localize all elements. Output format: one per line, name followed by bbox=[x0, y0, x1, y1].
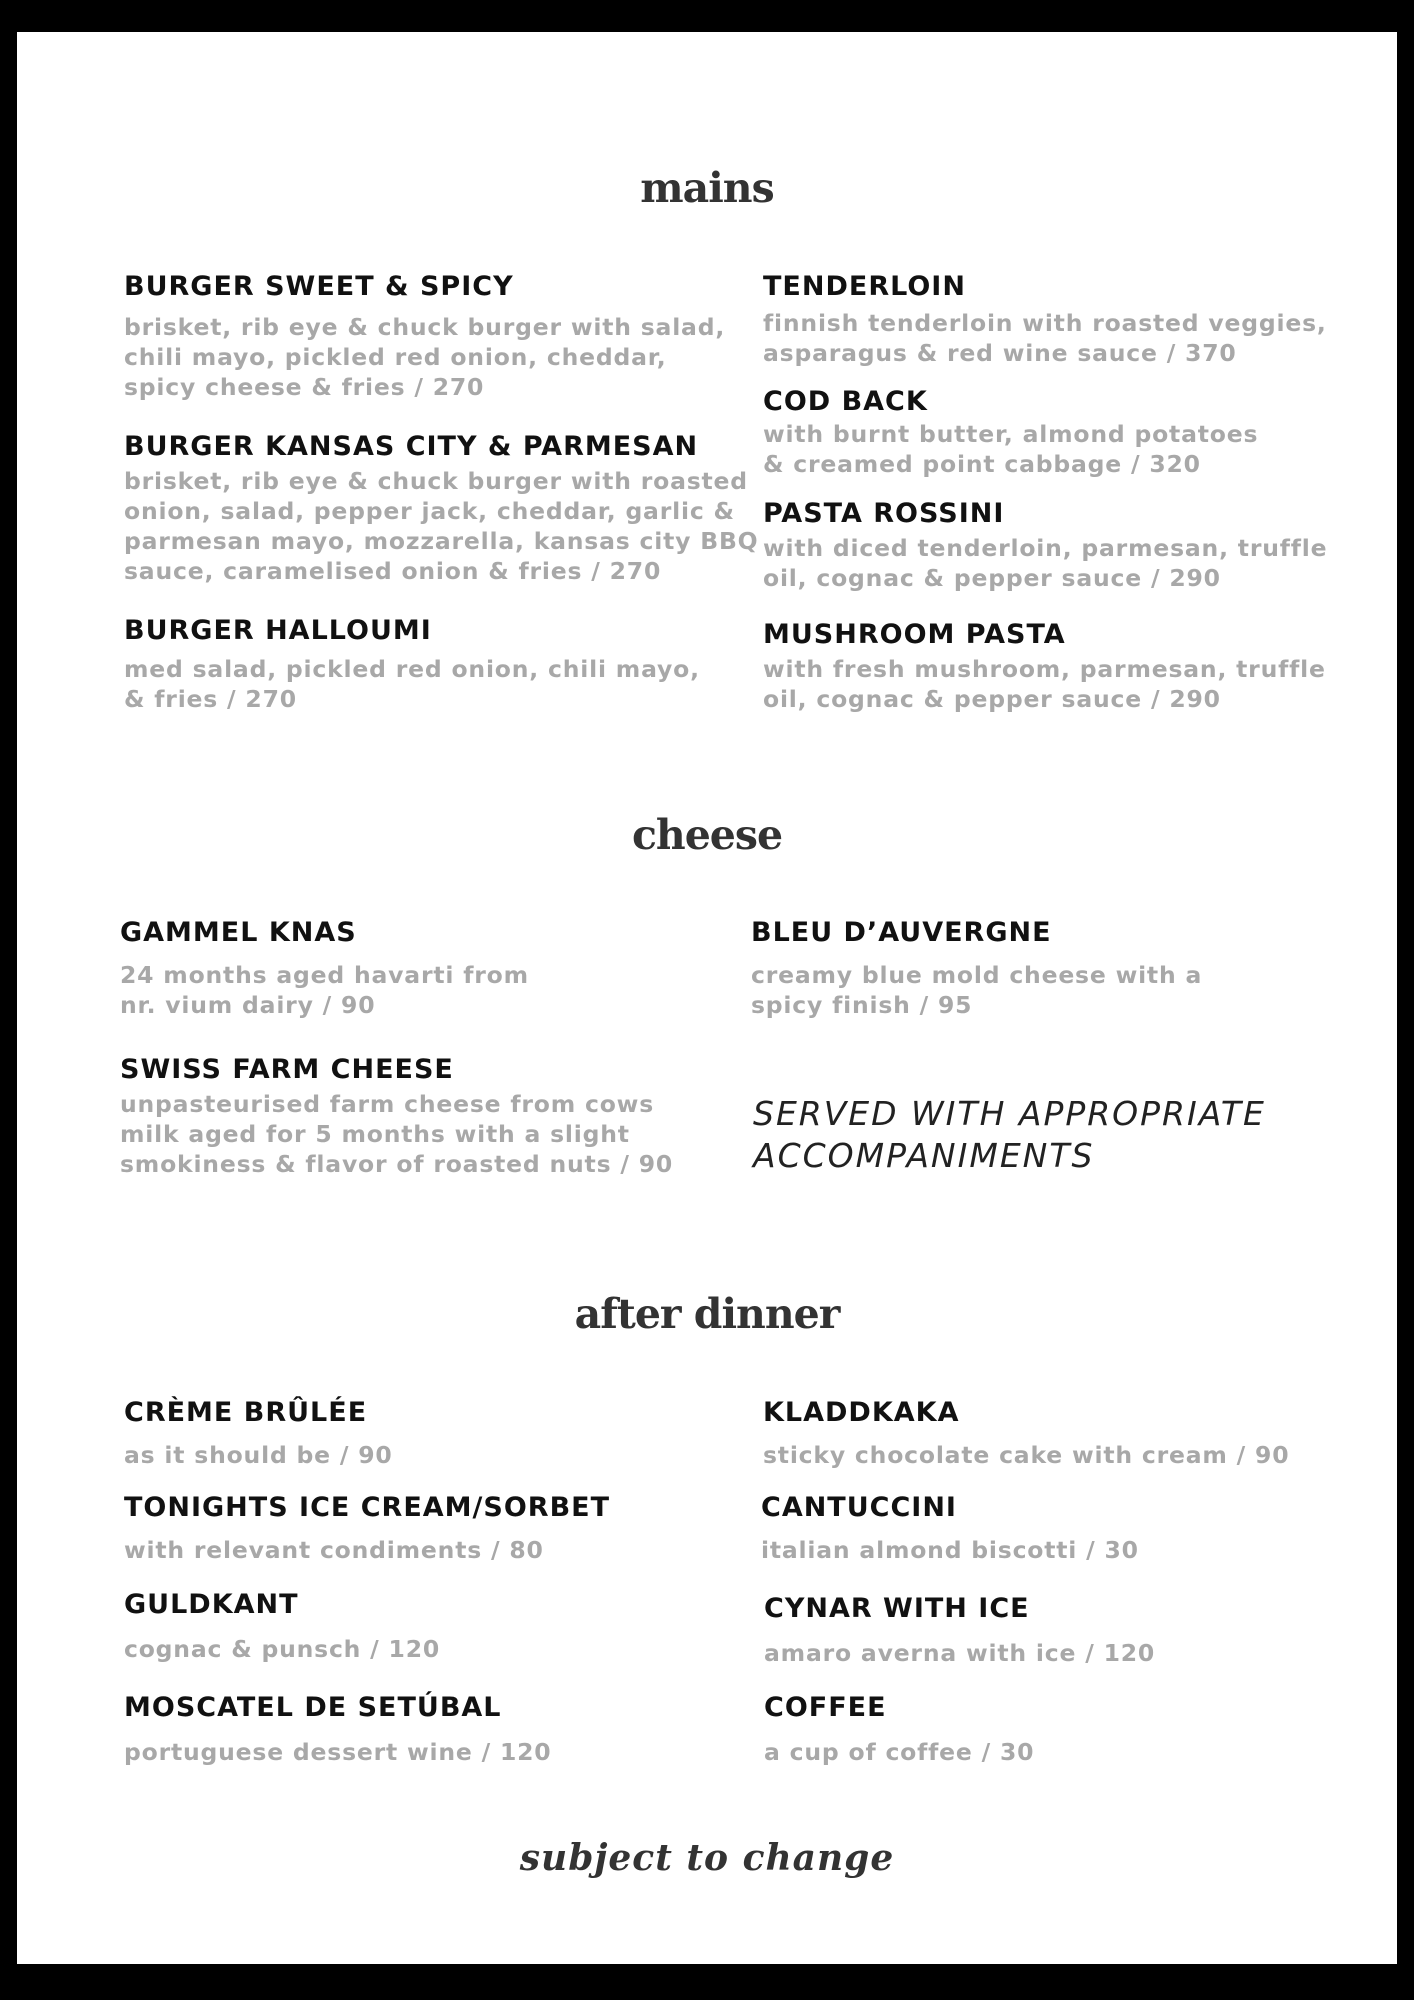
description-line: & fries / 270 bbox=[124, 685, 297, 713]
description-line: oil, cognac & pepper sauce / 290 bbox=[763, 564, 1221, 592]
item-name: GULDKANT bbox=[124, 1589, 299, 1620]
item-description bbox=[764, 1737, 1034, 1767]
description-line: as it should be / 90 bbox=[124, 1441, 393, 1469]
item-name: COD BACK bbox=[763, 386, 928, 417]
item-name: KLADDKAKA bbox=[763, 1397, 960, 1428]
note-line: ACCOMPANIMENTS bbox=[753, 1136, 1095, 1175]
menu-item-kladdkaka bbox=[763, 1396, 1289, 1470]
menu-item-swiss-farm-cheese bbox=[120, 1053, 673, 1179]
menu-item-creme-brulee bbox=[124, 1396, 393, 1470]
description-line: with burnt butter, almond potatoes bbox=[763, 420, 1259, 448]
after-dinner-heading: after dinner bbox=[574, 1290, 840, 1338]
item-description bbox=[763, 1440, 1289, 1470]
description-line: chili mayo, pickled red onion, cheddar, bbox=[124, 343, 667, 371]
accompaniments-note bbox=[753, 1093, 1266, 1177]
item-name: BURGER HALLOUMI bbox=[124, 615, 432, 646]
item-description bbox=[124, 466, 758, 586]
mains-heading: mains bbox=[640, 164, 774, 212]
item-description bbox=[120, 1089, 673, 1179]
item-description bbox=[751, 960, 1202, 1020]
menu-item-gammel-knas bbox=[120, 916, 529, 1020]
item-description bbox=[124, 654, 700, 714]
item-name: SWISS FARM CHEESE bbox=[120, 1054, 454, 1085]
description-line: 24 months aged havarti from bbox=[120, 961, 529, 989]
item-description bbox=[124, 1535, 610, 1565]
description-line: a cup of coffee / 30 bbox=[764, 1738, 1035, 1766]
item-description bbox=[124, 1634, 440, 1664]
description-line: spicy cheese & fries / 270 bbox=[124, 373, 485, 401]
description-line: brisket, rib eye & chuck burger with salad, bbox=[124, 313, 726, 341]
menu-item-cod-back bbox=[763, 385, 1258, 479]
menu-item-cynar-with-ice bbox=[764, 1592, 1155, 1668]
description-line: nr. vium dairy / 90 bbox=[120, 991, 376, 1019]
menu-item-mushroom-pasta bbox=[763, 618, 1326, 714]
description-line: creamy blue mold cheese with a bbox=[751, 961, 1203, 989]
item-description bbox=[124, 1440, 393, 1470]
description-line: smokiness & flavor of roasted nuts / 90 bbox=[120, 1150, 674, 1178]
item-name: MOSCATEL DE SETÚBAL bbox=[124, 1692, 502, 1723]
description-line: sauce, caramelised onion & fries / 270 bbox=[124, 557, 662, 585]
description-line: brisket, rib eye & chuck burger with roasted bbox=[124, 467, 748, 495]
item-name: MUSHROOM PASTA bbox=[763, 619, 1066, 650]
item-description bbox=[761, 1535, 1139, 1565]
item-name: BURGER KANSAS CITY & PARMESAN bbox=[124, 431, 699, 462]
menu-item-pasta-rossini bbox=[763, 497, 1327, 593]
item-name: BLEU D’AUVERGNE bbox=[751, 917, 1052, 948]
menu-item-burger-kansas-city bbox=[124, 430, 758, 586]
description-line: with diced tenderloin, parmesan, truffle bbox=[763, 534, 1328, 562]
item-description bbox=[120, 960, 529, 1020]
menu-item-coffee bbox=[764, 1691, 1034, 1767]
description-line: amaro averna with ice / 120 bbox=[764, 1639, 1156, 1667]
description-line: with relevant condiments / 80 bbox=[124, 1536, 544, 1564]
menu-item-guldkant bbox=[124, 1588, 440, 1664]
item-name: CYNAR WITH ICE bbox=[764, 1593, 1030, 1624]
item-name: TONIGHTS ICE CREAM/SORBET bbox=[124, 1492, 611, 1523]
item-name: GAMMEL KNAS bbox=[120, 917, 357, 948]
description-line: onion, salad, pepper jack, cheddar, garlic & bbox=[124, 497, 735, 525]
item-name: COFFEE bbox=[764, 1692, 887, 1723]
subject-to-change-footer: subject to change bbox=[519, 1837, 895, 1879]
item-description bbox=[764, 1638, 1155, 1668]
item-description bbox=[763, 654, 1326, 714]
item-name: BURGER SWEET & SPICY bbox=[124, 271, 514, 302]
description-line: milk aged for 5 months with a slight bbox=[120, 1120, 630, 1148]
description-line: finnish tenderloin with roasted veggies, bbox=[763, 309, 1327, 337]
item-description bbox=[124, 1737, 551, 1767]
menu-item-burger-halloumi bbox=[124, 614, 700, 714]
item-description bbox=[763, 533, 1327, 593]
description-line: med salad, pickled red onion, chili mayo, bbox=[124, 655, 700, 683]
item-name: CANTUCCINI bbox=[761, 1492, 957, 1523]
item-description bbox=[763, 308, 1327, 368]
description-line: with fresh mushroom, parmesan, truffle bbox=[763, 655, 1326, 683]
description-line: sticky chocolate cake with cream / 90 bbox=[763, 1441, 1290, 1469]
description-line: asparagus & red wine sauce / 370 bbox=[763, 339, 1237, 367]
description-line: oil, cognac & pepper sauce / 290 bbox=[763, 685, 1221, 713]
menu-item-burger-sweet-spicy bbox=[124, 270, 725, 402]
item-name: TENDERLOIN bbox=[763, 271, 966, 302]
item-name: CRÈME BRÛLÉE bbox=[124, 1397, 368, 1428]
item-description bbox=[763, 419, 1258, 479]
item-name: PASTA ROSSINI bbox=[763, 498, 1005, 529]
menu-item-moscatel-de-setubal bbox=[124, 1691, 551, 1767]
note-line: SERVED WITH APPROPRIATE bbox=[753, 1094, 1266, 1133]
cheese-heading: cheese bbox=[631, 811, 783, 859]
description-line: spicy finish / 95 bbox=[751, 991, 973, 1019]
description-line: italian almond biscotti / 30 bbox=[761, 1536, 1139, 1564]
description-line: & creamed point cabbage / 320 bbox=[763, 450, 1201, 478]
menu-item-bleu-dauvergne bbox=[751, 916, 1202, 1020]
description-line: portuguese dessert wine / 120 bbox=[124, 1738, 552, 1766]
description-line: parmesan mayo, mozzarella, kansas city BBQ bbox=[124, 527, 759, 555]
menu-item-cantuccini bbox=[761, 1491, 1139, 1565]
description-line: unpasteurised farm cheese from cows bbox=[120, 1090, 654, 1118]
description-line: cognac & punsch / 120 bbox=[124, 1635, 441, 1663]
menu-item-tenderloin bbox=[763, 270, 1327, 368]
menu-item-ice-cream-sorbet bbox=[124, 1491, 610, 1565]
item-description bbox=[124, 312, 725, 402]
